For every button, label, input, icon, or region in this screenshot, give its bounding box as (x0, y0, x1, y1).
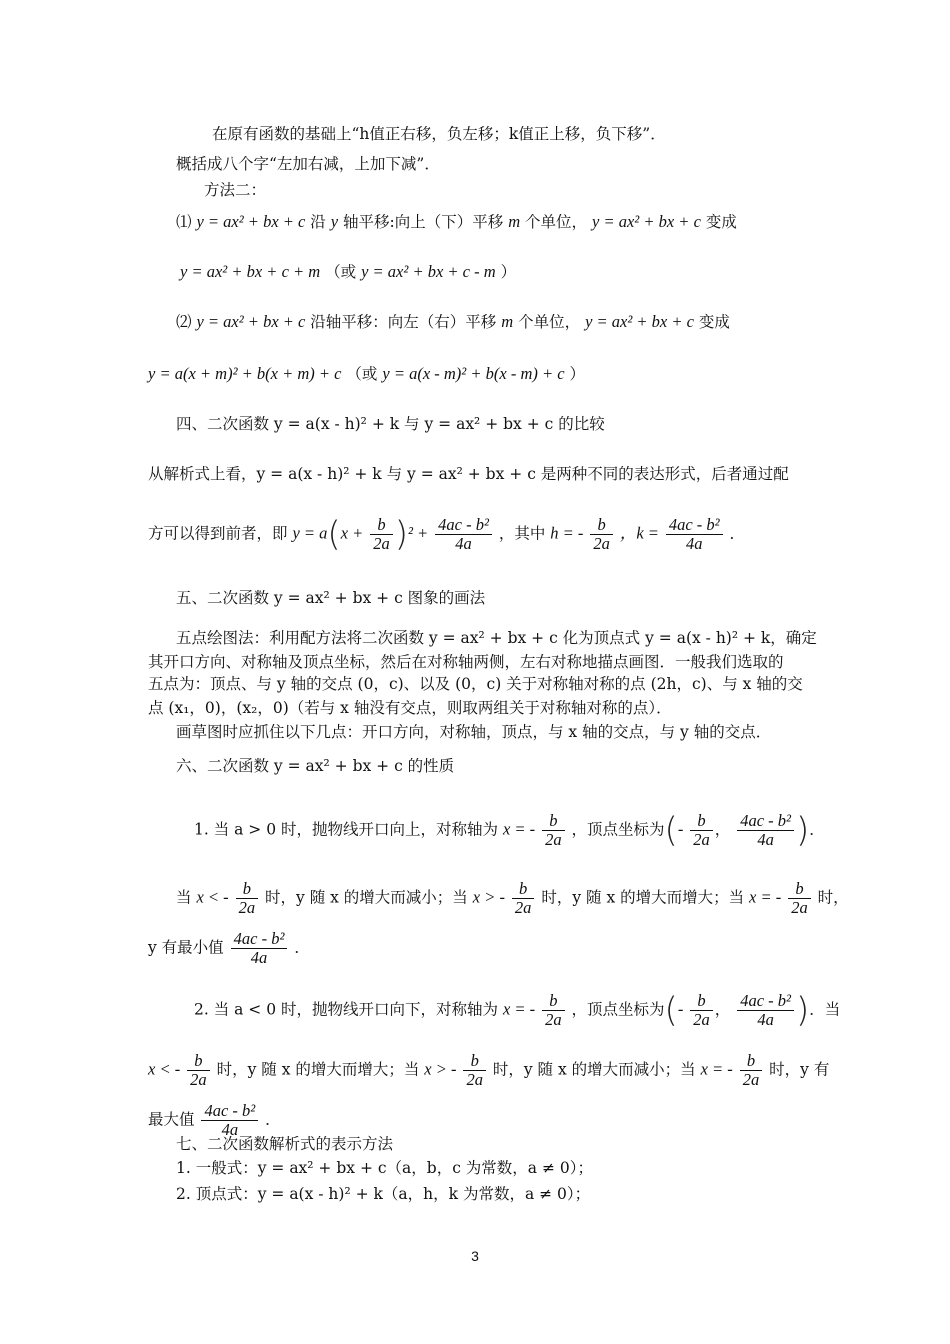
text: 最大值 (148, 1110, 195, 1129)
section-heading-6: 六、二次函数 y = ax² + bx + c 的性质 (176, 757, 455, 775)
formula: x > - (472, 887, 505, 907)
text: 变成 (698, 313, 730, 331)
fraction: $\frac{b}{2a}$ (187, 1052, 210, 1089)
text: 方可以得到前者，即 (148, 524, 288, 543)
property-1-monotonic (176, 880, 849, 917)
text: 时，y 随 x 的增大而减小；当 (265, 888, 468, 907)
fraction: $\frac{b}{2a}$ (690, 992, 713, 1029)
fraction: $\frac{b}{2a}$ (542, 812, 565, 849)
formula: y (330, 212, 339, 231)
text: ． (265, 1110, 281, 1129)
formula: x < - (196, 887, 229, 907)
text: ． (809, 820, 825, 839)
property-1: 1. 当 a > 0 时，抛物线开口向上，对称轴为 x = - $\frac{b}{2a}$ ，顶点坐标为(- $\frac{b}{2a}$ ， $\frac{\text{4ac - b²}}{4a}$ )． (194, 810, 825, 851)
formula: x + (340, 523, 364, 543)
formula: y = ax² + bx + c - m (361, 262, 496, 281)
paragraph-summary: 概括成八个字“左加右减，上加下减”． (176, 155, 440, 173)
text: y 有最小值 (148, 938, 224, 957)
text: 变成 (705, 213, 737, 231)
formula: y = ax² + bx + c (196, 312, 306, 331)
text: ．当 (809, 1000, 841, 1019)
method-two-result-1 (180, 262, 516, 282)
fraction: $\frac{\text{4ac - b²}}{4a}$ (201, 1102, 258, 1139)
paragraph-comparison: 从解析式上看，y = a(x - h)² + k 与 y = ax² + bx + c 是两种不同的表达形式，后者通过配 (148, 465, 789, 483)
method-two-heading: 方法二： (204, 181, 267, 199)
method-two-result-2 (148, 364, 585, 384)
fraction: $\frac{b}{2a}$ (740, 1052, 763, 1089)
formula: x = - (700, 1059, 733, 1079)
section-heading-5: 五、二次函数 y = ax² + bx + c 图象的画法 (176, 589, 486, 607)
formula: ² + (407, 523, 429, 543)
text: ， (714, 1000, 731, 1019)
property-2-monotonic (148, 1052, 829, 1089)
text: ． (729, 524, 746, 543)
text: （或 (346, 365, 378, 383)
fraction: $\frac{\text{4ac - b²}}{4a}$ (435, 516, 492, 553)
formula: x = - (749, 887, 782, 907)
formula: - (677, 999, 684, 1019)
fraction: $\frac{b}{2a}$ (542, 992, 565, 1029)
general-form: 1. 一般式：y = ax² + bx + c（a，b，c 为常数，a ≠ 0）； (176, 1159, 594, 1177)
text: 时，y 有 (769, 1060, 830, 1079)
fraction: $\frac{b}{2a}$ (463, 1052, 486, 1089)
fraction: $\frac{b}{2a}$ (370, 516, 393, 553)
paragraph-five-point-4: 点 (x₁，0)，(x₂，0)（若与 x 轴没有交点，则取两组关于对称轴对称的点）． (148, 699, 672, 717)
section-heading-4: 四、二次函数 y = a(x - h)² + k 与 y = ax² + bx + c 的比较 (176, 415, 605, 433)
paragraph-five-point: 五点绘图法：利用配方法将二次函数 y = ax² + bx + c 化为顶点式 y = a(x - h)² + k，确定 (176, 629, 817, 647)
text: ，顶点坐标为 (571, 1000, 665, 1019)
text: 沿 (310, 213, 326, 231)
paragraph-completing-square: 方可以得到前者，即 y = a(x + $\frac{b}{2a}$ )² + $\frac{\text{4ac - b²}}{4a}$ ，其中 h = - $\frac{b}{2a}$ ，k = $\frac{\text{4ac - b²}}{4a}$ ． (148, 514, 746, 555)
text: 时， (817, 888, 849, 907)
paragraph-shift-rule: 在原有函数的基础上“h值正右移，负左移；k值正上移，负下移”． (212, 125, 666, 143)
formula: x > - (424, 1059, 457, 1079)
formula: y = a(x + m)² + b(x + m) + c (148, 364, 342, 383)
text: 轴平移:向上（下）平移 (343, 213, 504, 231)
fraction: $\frac{b}{2a}$ (512, 880, 535, 917)
fraction: $\frac{\text{4ac - b²}}{4a}$ (666, 516, 723, 553)
vertex-form: 2. 顶点式：y = a(x - h)² + k（a，h，k 为常数，a ≠ 0）； (176, 1185, 591, 1203)
text: ，其中 (498, 524, 546, 543)
formula: x = - (502, 819, 536, 839)
fraction: $\frac{b}{2a}$ (788, 880, 811, 917)
fraction: $\frac{\text{4ac - b²}}{4a}$ (737, 992, 794, 1029)
property-1-minimum (148, 930, 310, 967)
page-number: 3 (471, 1248, 479, 1264)
item-marker: ⑴ (176, 213, 192, 231)
formula: x < - (148, 1059, 181, 1079)
fraction: $\frac{\text{4ac - b²}}{4a}$ (737, 812, 794, 849)
formula: x = - (502, 999, 536, 1019)
text: ） (500, 263, 517, 281)
text: 个单位， (525, 213, 588, 231)
text: 沿轴平移：向左（右）平移 (310, 313, 497, 331)
formula: - (677, 819, 684, 839)
text: （或 (325, 263, 357, 281)
text: ，顶点坐标为 (571, 820, 665, 839)
formula: m (501, 312, 514, 331)
formula: y = ax² + bx + c (592, 212, 701, 231)
text: 时，y 随 x 的增大而减小；当 (492, 1060, 696, 1079)
text: ． (294, 938, 310, 957)
formula: y = a (292, 523, 328, 543)
fraction: $\frac{\text{4ac - b²}}{4a}$ (231, 930, 288, 967)
formula: ，k = (619, 523, 659, 543)
property-2: 2. 当 a < 0 时，抛物线开口向下，对称轴为 x = - $\frac{b}{2a}$ ，顶点坐标为(- $\frac{b}{2a}$ ， $\frac{\text{4ac - b²}}{4a}$ )．当 (194, 990, 841, 1031)
formula: h = - (550, 523, 584, 543)
text: ） (569, 365, 586, 383)
section-heading-7: 七、二次函数解析式的表示方法 (176, 1135, 394, 1153)
fraction: $\frac{b}{2a}$ (590, 516, 613, 553)
text: 时，y 随 x 的增大而增大；当 (541, 888, 745, 907)
text: 2. 当 a < 0 时，抛物线开口向下，对称轴为 (194, 1000, 499, 1019)
text: 个单位， (518, 313, 581, 331)
formula: m (508, 212, 521, 231)
text: 时，y 随 x 的增大而增大；当 (216, 1060, 420, 1079)
text: 1. 当 a > 0 时，抛物线开口向上，对称轴为 (194, 820, 499, 839)
fraction: $\frac{b}{2a}$ (236, 880, 259, 917)
formula: y = ax² + bx + c (585, 312, 694, 331)
paragraph-five-point-2: 其开口方向、对称轴及顶点坐标，然后在对称轴两侧，左右对称地描点画图．一般我们选取的 (148, 653, 784, 671)
formula: y = ax² + bx + c (196, 212, 306, 231)
paragraph-sketch: 画草图时应抓住以下几点：开口方向，对称轴，顶点，与 x 轴的交点，与 y 轴的交点． (176, 723, 772, 741)
paragraph-five-point-3: 五点为：顶点、与 y 轴的交点 (0，c)、以及 (0，c) 关于对称轴对称的点 (2h，c)、与 x 轴的交 (148, 675, 803, 693)
method-two-item-2 (176, 312, 730, 332)
formula: y = a(x - m)² + b(x - m) + c (382, 364, 565, 383)
method-two-item-1 (176, 212, 737, 232)
text: ， (714, 820, 731, 839)
fraction: $\frac{b}{2a}$ (690, 812, 713, 849)
text: 当 (176, 888, 192, 907)
item-marker: ⑵ (176, 313, 192, 331)
formula: y = ax² + bx + c + m (180, 262, 321, 281)
